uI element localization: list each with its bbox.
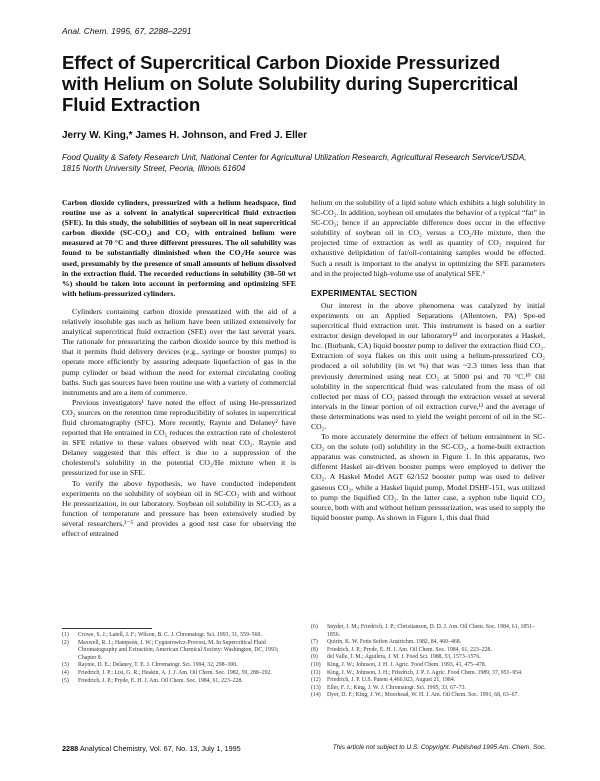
reference-item: (11) King, J. W.; Johnson, J. H.; Friedrich, J. P. J. Agric. Food Chem. 1989, 37, 951–954. [311, 669, 523, 676]
footer-left [62, 744, 241, 753]
reference-item: (4) Friedrich, J. P.; List, G. R.; Heakin, A. J. J. Am. Oil Chem. Soc. 1982, 59, 288–292. [62, 669, 272, 676]
reference-item: (10) King, J. W.; Johnson, J. H. J. Agric. Food Chem. 1993, 41, 475–478. [311, 661, 487, 668]
reference-item: (14) Dyer, D. F.; King, J. W.; Moorhead, W. H. J. Am. Oil Chem. Soc. 1991, 68, 63–67. [311, 692, 519, 699]
reference-item: (7) Quirin, K. W. Fette Seifen Anstrichm. 1982, 84, 460–468. [311, 639, 462, 646]
footnote-divider [62, 628, 152, 629]
reference-item: (1) Crowe, S. J.; Latell, J. F.; Wilson, B. C. J. Chromatogr. Sci. 1993, 31, 559–560. [62, 632, 262, 638]
body-paragraph: helium on the solubility of a lipid solute which exhibits a high solubility in SC-CO₂. In addition, soybean oil emulates the behavior of a typical “fat” in SC-CO₂; hence if an appreciable difference does occur in the effective solubility of soybean oil in CO₂ versus a CO₂/He mixture, then the projected time of extraction as well as quantity of CO₂ required for exhaustive delipidation of fat/oil-containing samples would be effected. Such a result is important to the analyst in optimizing the SFE parameters and in the projected high-volume use of analytical SFE.⁶ [311, 198, 545, 278]
reference-item: (6) Snyder, J. M.; Friedrich, J. P.; Christianson, D. D. J. Am. Oil Chem. Soc. 1984, 61, 1851–1856. [311, 624, 535, 638]
references-right [311, 624, 545, 700]
page-footer [62, 744, 546, 753]
body-paragraph: Our interest in the above phenomena was catalyzed by initial experiments on an Applied Separations (Allentown, PA) Spe-ed supercritical fluid extraction unit. This instrument is based on a earlier extractor design developed in our laboratory¹² and incorporates a Haskel, Inc. (Burbank, CA) liquid booster pump to deliver the extraction fluid CO₂. Extraction of soya flakes on this unit using a helium-pressurized CO₂ produced a oil solubility (in wt %) that was ~2.3 times less than that previously determined using neat CO₂ at 5000 psi and 70 °C.¹⁰ Oil solubility in the supercritical fluid was calculated from the mass of oil collected per mass of CO₂ passed through the extraction vessel at several intervals in the linear portion of oil extraction curve,¹² and the average of these determinations was used to yield the weight percent of oil in the SC-CO₂. [311, 300, 545, 431]
body-paragraph: Previous investigators¹ have noted the effect of using He-pressurized CO₂ sources on the retention time reproducibility of solutes in supercritical fluid chromatography (SFC). More recently, Raynie and Delaney² have reported that He entrained in CO₂ reduces the extraction rate of cholesterol in SFE relative to these values observed with neat CO₂. Raynie and Delaney suggested that this effect is due to a suppression of the cholesterol's solubility in the potential CO₂/He mixture when it is pressurized for use in SFE. [62, 397, 296, 478]
page-number: 2288 [62, 744, 79, 753]
body-paragraph: Cylinders containing carbon dioxide pressurized with the aid of a relatively insoluble gas such as helium have been utilized extensively for analytical supercritical fluid extraction (SFE) over the last several years. The rationale for pressurizing the carbon dioxide source by this method is that it permits fluid delivery devices (e.g., syringe or booster pumps) to operate more efficiently by assuring adequate liquefaction of gas in the pump cylinder or head without the need for external circulating cooling baths. Such gas sources have been routine use with a variety of commercial instruments and are a item of commerce. [62, 306, 296, 397]
section-heading: EXPERIMENTAL SECTION [311, 288, 418, 298]
reference-item: (9) del Valle, J. M.; Aguilera, J. M. J. Food Sci. 1988, 53, 1573–1576. [311, 654, 481, 661]
article-title: Effect of Supercritical Carbon Dioxide Pressurized with Helium on Solute Solubility during Supercritical Fluid Extraction [62, 52, 519, 115]
reference-item: (5) Friedrich, J. P.; Pryde, E. H. J. Am. Oil Chem. Soc. 1984, 61, 223–228. [62, 677, 243, 684]
author-list: Jerry W. King,* James H. Johnson, and Fred J. Eller [62, 130, 308, 141]
journal-reference: Anal. Chem. 1995, 67, 2288–2291 [62, 26, 192, 36]
left-column [62, 198, 296, 539]
reference-item: (12) Friedrich, J. P. U.S. Patent 4,466,923, August 21, 1984. [311, 677, 456, 684]
reference-item: (13) Eller, F. J.; King, J. W. J. Chromatogr. Sci. 1995, 33, 67–73. [311, 684, 466, 691]
reference-item: (3) Raynie, D. E.; Delaney, T. E. J. Chromatogr. Sci. 1994, 32, 298–300. [62, 662, 238, 669]
reference-item: (8) Friedrich, J. P.; Pryde, E. H. J. Am. Oil Chem. Soc. 1984, 61, 223–228. [311, 646, 492, 653]
right-column [311, 198, 545, 523]
abstract: Carbon dioxide cylinders, pressurized with a helium headspace, find routine use as a solvent in analytical supercritical fluid extraction (SFE). In this study, the solubilities of soybean oil in neat supercritical carbon dioxide (SC-CO₂) and CO₂ with entrained helium were measured at 70 °C and three different pressures. The oil solubility was found to be substantially diminished when the CO₂/He source was used, presumably by the presence of small amounts of helium dissolved in the extraction fluid. The recorded reductions in solubility (30–50 wt %) should be taken into account in performing and optimizing SFE with helium-pressurized cylinders. [62, 198, 296, 298]
references-left [62, 632, 296, 685]
body-paragraph: To more accurately determine the effect of helium entrainment in SC-CO₂ on the solute (oil) solubility in the SC-CO₂, a home-built extraction apparatus was constructed, as shown in Figure 1. In this apparatus, two different Haskel air-driven booster pumps were employed to deliver the CO₂. A Haskel Model AGT 62/152 booster pump was used to deliver gaseous CO₂, while a Haskel liquid pump, Model DSHF-151, was utilized to pump the liquified CO₂. In the latter case, a syphon tube liquid CO₂ source, both with and without helium pressurization, was used to supply the liquid booster pump. As shown in Figure 1, this dual fluid [311, 432, 545, 522]
copyright-notice: This article not subject to U.S. Copyright. Published 1995 Am. Chem. Soc. [332, 744, 546, 751]
author-affiliation: Food Quality & Safety Research Unit, National Center for Agricultural Utilization Research, Agricultural Research Service/USDA, 1815 North University Street, Peoria, Illinois 61604 [62, 153, 527, 173]
journal-issue: Analytical Chemistry, Vol. 67, No. 13, July 1, 1995 [79, 744, 241, 753]
reference-item: (2) Maxwell, R. J.; Hampson, J. W.; Cygnarowicz-Provost, M. In Supercritical Fluid Chromatography and Extraction; American Chemical Society: Washington, DC, 1993; Chapter 8. [62, 639, 279, 661]
body-paragraph: To verify the above hypothesis, we have conducted independent experiments on the solubility of soybean oil in SC-CO₂ with and without He pressurization, in our laboratory. Soybean oil solubility in SC-CO₂ as a function of temperature and pressure has been extensively studied by several researchers,³⁻⁵ and provides a good test case for observing the effect of entrained [62, 478, 296, 538]
